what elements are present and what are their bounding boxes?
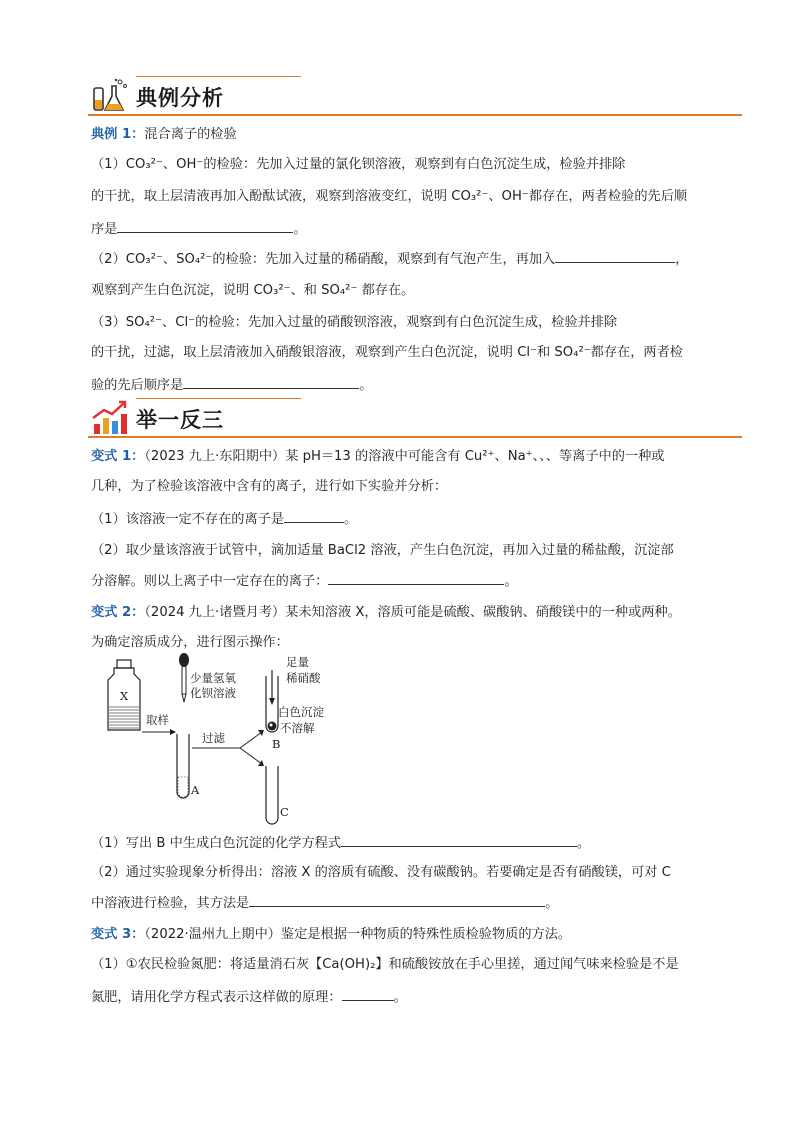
text-line: （3）SO₄²⁻、Cl⁻的检验：先加入过量的硝酸钡溶液，观察到有白色沉淀生成，检验并排除 bbox=[91, 315, 618, 330]
text-line: （2）取少量该溶液于试管中，滴加适量 BaCl2 溶液，产生白色沉淀，再加入过量的稀盐酸，沉淀部 bbox=[91, 543, 674, 558]
text-fragment: 中溶液进行检验，其方法是 bbox=[91, 896, 250, 911]
text-fragment: （2023 九上·东阳期中）某 pH＝13 的溶液中可能含有 Cu²⁺、Na⁺、、、等离子中的一种或 bbox=[144, 449, 665, 464]
text-line bbox=[91, 376, 711, 395]
answer-blank[interactable] bbox=[183, 376, 359, 389]
example-topic: 混合离子的检验 bbox=[144, 127, 237, 142]
variation-label: 变式 2： bbox=[91, 605, 145, 620]
answer-blank[interactable] bbox=[249, 894, 545, 907]
text-line bbox=[91, 988, 711, 1007]
punctuation: 。 bbox=[504, 574, 518, 589]
text-line bbox=[91, 894, 711, 913]
arrow-sample-label: 取样 bbox=[146, 713, 169, 727]
dropper-label-line1: 少量氢氧 bbox=[190, 671, 236, 685]
arrow-to-b bbox=[240, 732, 262, 748]
header-top-rule bbox=[136, 398, 301, 399]
answer-blank[interactable] bbox=[117, 220, 293, 233]
text-line: 几种，为了检验该溶液中含有的离子，进行如下实验并分析： bbox=[91, 479, 448, 494]
punctuation: 。 bbox=[393, 990, 407, 1005]
arrowhead bbox=[170, 729, 176, 735]
precipitate-label-line1: 白色沉淀 bbox=[278, 705, 324, 719]
answer-blank[interactable] bbox=[555, 250, 675, 263]
text-line: 为确定溶质成分，进行图示操作： bbox=[91, 635, 289, 650]
acid-label-line1: 足量 bbox=[286, 655, 309, 669]
text-fragment: 分溶解。则以上离子中一定存在的离子： bbox=[91, 574, 329, 589]
text-line bbox=[91, 572, 711, 591]
punctuation: 。 bbox=[577, 836, 591, 851]
test-tube-a bbox=[177, 734, 189, 798]
punctuation: 。 bbox=[359, 378, 373, 393]
dropper bbox=[179, 653, 189, 702]
punctuation: 。 bbox=[293, 222, 307, 237]
text-fragment: 氮肥，请用化学方程式表示这样做的原理： bbox=[91, 990, 342, 1005]
header-bottom-rule bbox=[88, 436, 742, 438]
punctuation: ， bbox=[675, 252, 689, 267]
arrow-to-c bbox=[240, 748, 262, 764]
text-line bbox=[91, 448, 711, 466]
text-line bbox=[91, 604, 711, 622]
text-line bbox=[91, 250, 711, 269]
text-line: （1）①农民检验氮肥：将适量消石灰【Ca(OH)₂】和硫酸铵放在手心里搓，通过闻气味来检验是不是 bbox=[91, 957, 679, 972]
dropper-label-line2: 化钡溶液 bbox=[190, 686, 236, 700]
precipitate-label-line2: 不溶解 bbox=[280, 721, 315, 735]
variation-label: 变式 3： bbox=[91, 927, 145, 942]
acid-label-line2: 稀硝酸 bbox=[286, 671, 321, 685]
text-line bbox=[91, 834, 711, 853]
text-fragment: 验的先后顺序是 bbox=[91, 378, 184, 393]
tube-c-label: C bbox=[280, 805, 289, 819]
text-fragment: （1）写出 B 中生成白色沉淀的化学方程式 bbox=[91, 836, 342, 851]
experiment-diagram bbox=[100, 652, 400, 828]
section-title: 举一反三 bbox=[136, 407, 224, 432]
answer-blank[interactable] bbox=[328, 572, 504, 585]
answer-blank[interactable] bbox=[284, 510, 344, 523]
tube-a-label: A bbox=[191, 783, 200, 797]
answer-blank[interactable] bbox=[342, 988, 394, 1001]
text-line: 观察到产生白色沉淀，说明 CO₃²⁻、和 SO₄²⁻ 都存在。 bbox=[91, 283, 415, 298]
text-line bbox=[91, 926, 711, 944]
test-tube-c bbox=[266, 766, 278, 824]
arrowhead bbox=[258, 760, 264, 766]
text-fragment: （1）该溶液一定不存在的离子是 bbox=[91, 512, 285, 527]
section-header-example bbox=[88, 76, 742, 116]
text-line bbox=[91, 220, 711, 239]
punctuation: 。 bbox=[545, 896, 559, 911]
variation-label: 变式 1： bbox=[91, 449, 145, 464]
arrowhead bbox=[258, 730, 264, 736]
punctuation: 。 bbox=[344, 512, 358, 527]
text-line: 的干扰，取上层清液再加入酚酞试液，观察到溶液变红，说明 CO₃²⁻、OH⁻都存在，两者检验的先后顺 bbox=[91, 189, 688, 204]
text-fragment: （2022·温州九上期中）鉴定是根据一种物质的特殊性质检验物质的方法。 bbox=[144, 927, 572, 942]
text-fragment: （2）CO₃²⁻、SO₄²⁻的检验：先加入过量的稀硝酸，观察到有气泡产生，再加入 bbox=[91, 252, 556, 267]
section-header-practice bbox=[88, 398, 742, 438]
text-line bbox=[91, 510, 711, 529]
text-line: （2）通过实验现象分析得出：溶液 X 的溶质有硫酸、没有碳酸钠。若要确定是否有硝酸镁，可对 C bbox=[91, 865, 671, 880]
tube-b-label: B bbox=[272, 737, 281, 751]
section-title: 典例分析 bbox=[136, 85, 224, 110]
bar-chart-trend-icon bbox=[90, 398, 130, 438]
text-fragment: 序是 bbox=[91, 222, 118, 237]
lab-flask-icon bbox=[90, 76, 130, 116]
example-label: 典例 1： bbox=[91, 127, 145, 142]
arrowhead bbox=[269, 698, 275, 705]
bottle-label: X bbox=[120, 689, 129, 703]
text-fragment: （2024 九上·诸暨月考）某未知溶液 X，溶质可能是硫酸、碳酸钠、硝酸镁中的一种或两种。 bbox=[144, 605, 681, 620]
header-bottom-rule bbox=[88, 114, 742, 116]
text-line: （1）CO₃²⁻、OH⁻的检验：先加入过量的氯化钡溶液，观察到有白色沉淀生成，检验并排除 bbox=[91, 157, 626, 172]
answer-blank[interactable] bbox=[341, 834, 577, 847]
example-heading bbox=[91, 126, 711, 144]
text-line: 的干扰，过滤，取上层清液加入硝酸银溶液，观察到产生白色沉淀，说明 Cl⁻和 SO₄²⁻都存在，两者检 bbox=[91, 345, 683, 360]
arrow-filter-label: 过滤 bbox=[202, 731, 225, 745]
header-top-rule bbox=[136, 76, 301, 77]
